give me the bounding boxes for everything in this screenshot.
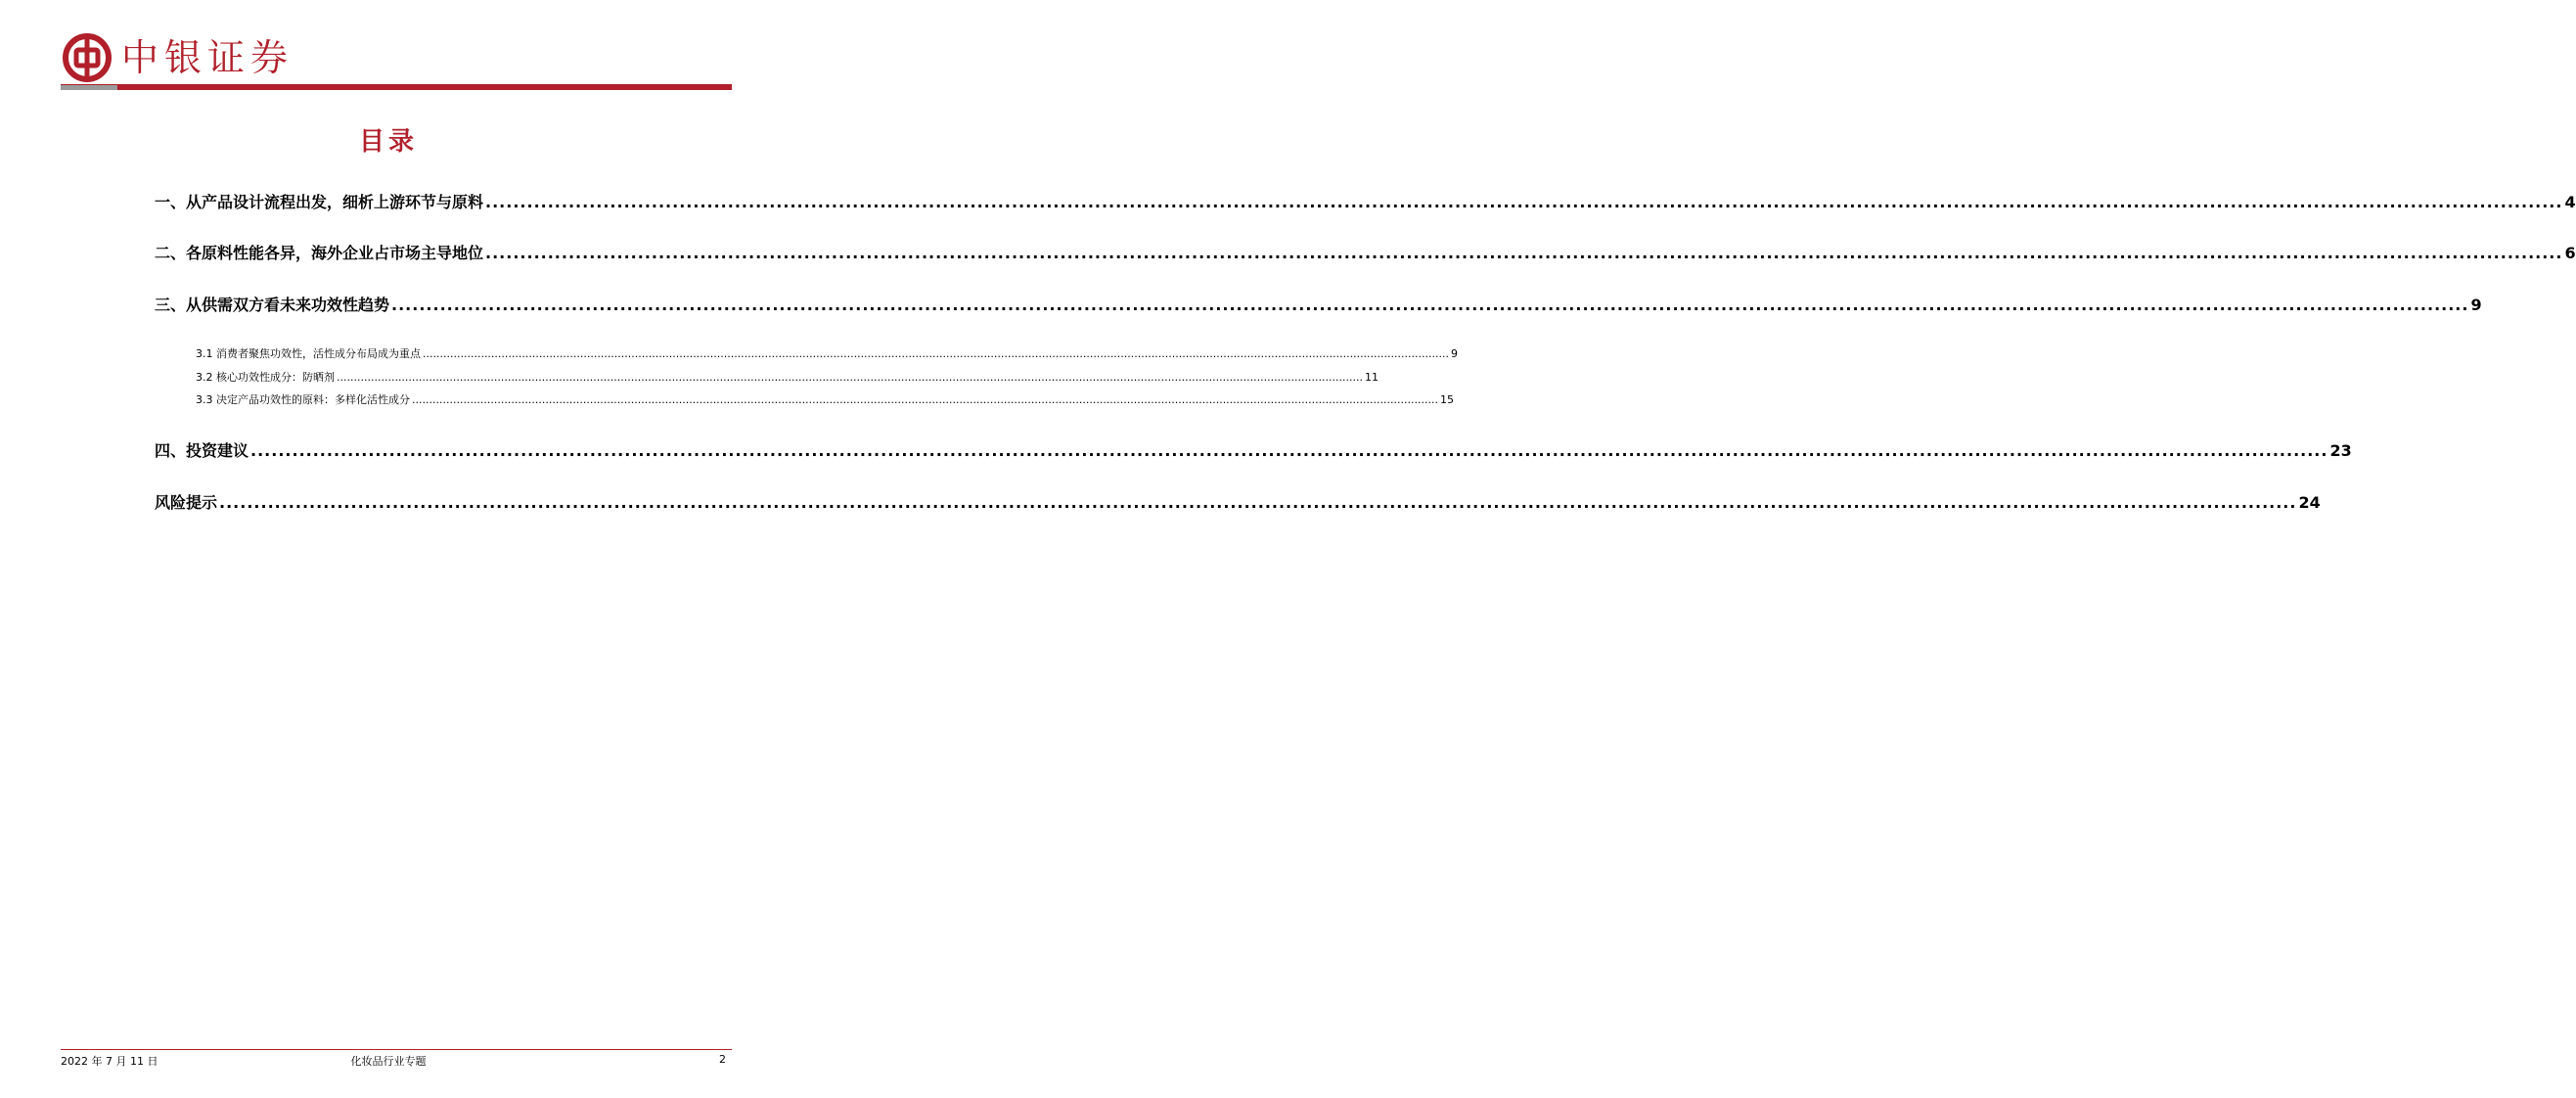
header-rule [61, 85, 732, 90]
toc-subentry-3-1[interactable] [196, 345, 1458, 361]
footer-date: 2022 年 7 月 11 日 [61, 1055, 158, 1068]
toc-leader-dots: ............................................................................................................................................................................................................................................................................................................ [412, 393, 1438, 406]
toc-subentry-page: 15 [1439, 393, 1454, 406]
toc-entry-label: 二、各原料性能各异，海外企业占市场主导地位 [155, 244, 484, 262]
toc-leader-dots: ............................................................................................................................................................................................................................................................................................................ [485, 193, 2563, 211]
toc-leader-dots: ............................................................................................................................................................................................................................................................................................................ [485, 244, 2563, 262]
toc-entry-label: 一、从产品设计流程出发，细析上游环节与原料 [155, 193, 484, 211]
toc-entry-3[interactable] [155, 293, 2482, 316]
toc-leader-dots: ............................................................................................................................................................................................................................................................................................................ [219, 493, 2297, 512]
footer-report-type: 化妆品行业专题 [350, 1055, 427, 1068]
toc-title: 目录 [358, 127, 418, 157]
toc-subentry-page: 11 [1364, 371, 1378, 384]
logo-text: 中银证券 [121, 36, 294, 79]
toc-subentry-label: 3.3 决定产品功效性的原料：多样化活性成分 [196, 393, 410, 406]
toc-entry-label: 风险提示 [155, 493, 218, 512]
toc-leader-dots: ............................................................................................................................................................................................................................................................................................................ [391, 296, 2469, 314]
toc-entry-page: 4 [2564, 193, 2576, 211]
toc-entry-page: 23 [2329, 441, 2352, 460]
company-logo [63, 33, 294, 82]
toc-entry-1[interactable] [155, 190, 2576, 213]
toc-subentry-page: 9 [1450, 347, 1458, 360]
toc-subentry-3-2[interactable] [196, 369, 1378, 385]
toc-subentry-label: 3.2 核心功效性成分：防晒剂 [196, 371, 335, 384]
toc-entry-4[interactable] [155, 438, 2352, 462]
toc-subentry-3-3[interactable] [196, 391, 1454, 407]
footer-rule [61, 1049, 732, 1050]
toc-entry-page: 24 [2298, 493, 2321, 512]
header-rule-accent [61, 85, 117, 90]
toc-entry-label: 三、从供需双方看未来功效性趋势 [155, 296, 390, 314]
toc-leader-dots: ............................................................................................................................................................................................................................................................................................................ [423, 347, 1449, 360]
toc-subentry-label: 3.1 消费者聚焦功效性，活性成分布局成为重点 [196, 347, 421, 360]
footer-page-number: 2 [719, 1053, 726, 1066]
toc-entry-risk[interactable] [155, 490, 2321, 514]
toc-entry-2[interactable] [155, 241, 2576, 264]
toc-entry-label: 四、投资建议 [155, 441, 249, 460]
bank-of-china-logo-icon [63, 33, 112, 82]
toc-entry-page: 6 [2564, 244, 2576, 262]
toc-leader-dots: ............................................................................................................................................................................................................................................................................................................ [250, 441, 2328, 460]
toc-entry-page: 9 [2470, 296, 2482, 314]
toc-leader-dots: ............................................................................................................................................................................................................................................................................................................ [337, 371, 1363, 384]
